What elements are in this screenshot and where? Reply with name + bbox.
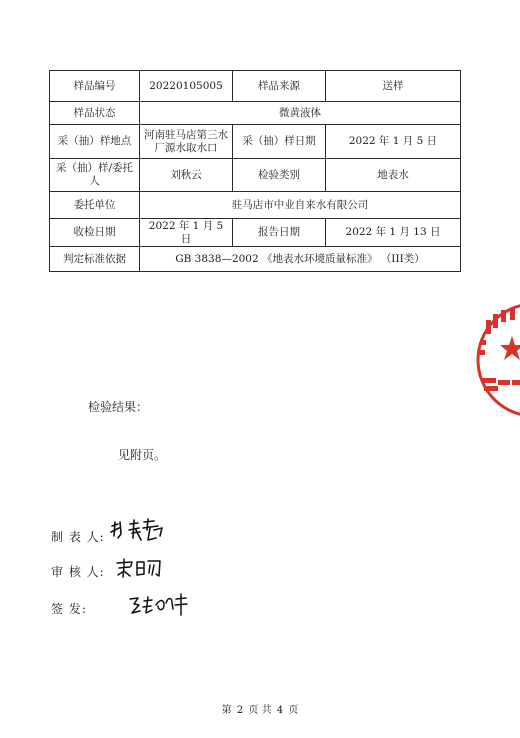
- footer-prefix: 第: [221, 705, 232, 716]
- official-seal: [472, 296, 520, 424]
- sampling-date-label: 采（抽）样日期: [233, 125, 326, 159]
- footer-page-number: 2: [236, 705, 244, 716]
- sampling-date-value: 2022 年 1 月 5 日: [326, 125, 461, 159]
- table-row: [50, 192, 461, 219]
- sampler-label: 采（抽）样/委托人: [50, 159, 140, 192]
- table-row: [50, 102, 461, 125]
- table-row: [50, 125, 461, 159]
- sample-source-label: 样品来源: [233, 71, 326, 102]
- issued-by-label: 签 发:: [51, 602, 87, 616]
- report-date-value: 2022 年 1 月 13 日: [326, 219, 461, 247]
- reviewed-by-signature: [114, 557, 164, 581]
- sample-no-value: 20220105005: [140, 71, 233, 102]
- footer-mid: 页 共: [248, 705, 272, 716]
- results-value: 见附页。: [118, 448, 167, 462]
- client-value: 驻马店市中业自来水有限公司: [140, 192, 461, 219]
- sampler-value: 刘秋云: [140, 159, 233, 192]
- prepared-by-label: 制 表 人:: [51, 530, 105, 544]
- sample-info-table: [49, 70, 461, 272]
- sample-state-label: 样品状态: [50, 102, 140, 125]
- standard-label: 判定标准依据: [50, 247, 140, 272]
- sample-source-value: 送样: [326, 71, 461, 102]
- standard-value: GB 3838—2002 《地表水环境质量标准》 （III类）: [140, 247, 461, 272]
- seal-graphic: [472, 296, 520, 424]
- table-row: [50, 71, 461, 102]
- sampling-site-label: 采（抽）样地点: [50, 125, 140, 159]
- test-type-label: 检验类别: [233, 159, 326, 192]
- receive-date-value: 2022 年 1 月 5 日: [140, 219, 233, 247]
- table-row: [50, 219, 461, 247]
- test-type-value: 地表水: [326, 159, 461, 192]
- report-date-label: 报告日期: [233, 219, 326, 247]
- issued-by-signature: [126, 591, 190, 619]
- sample-state-value: 微黄液体: [140, 102, 461, 125]
- prepared-by-signature: [108, 516, 170, 546]
- results-label: 检验结果：: [88, 400, 149, 414]
- sampling-site-value: 河南驻马店第三水厂源水取水口: [140, 125, 233, 159]
- receive-date-label: 收检日期: [50, 219, 140, 247]
- reviewed-by-label: 审 核 人:: [51, 565, 105, 579]
- table-row: [50, 247, 461, 272]
- footer-total-pages: 4: [276, 705, 284, 716]
- sample-no-label: 样品编号: [50, 71, 140, 102]
- footer-suffix: 页: [288, 705, 299, 716]
- client-label: 委托单位: [50, 192, 140, 219]
- page-footer: [0, 701, 520, 716]
- table-row: [50, 159, 461, 192]
